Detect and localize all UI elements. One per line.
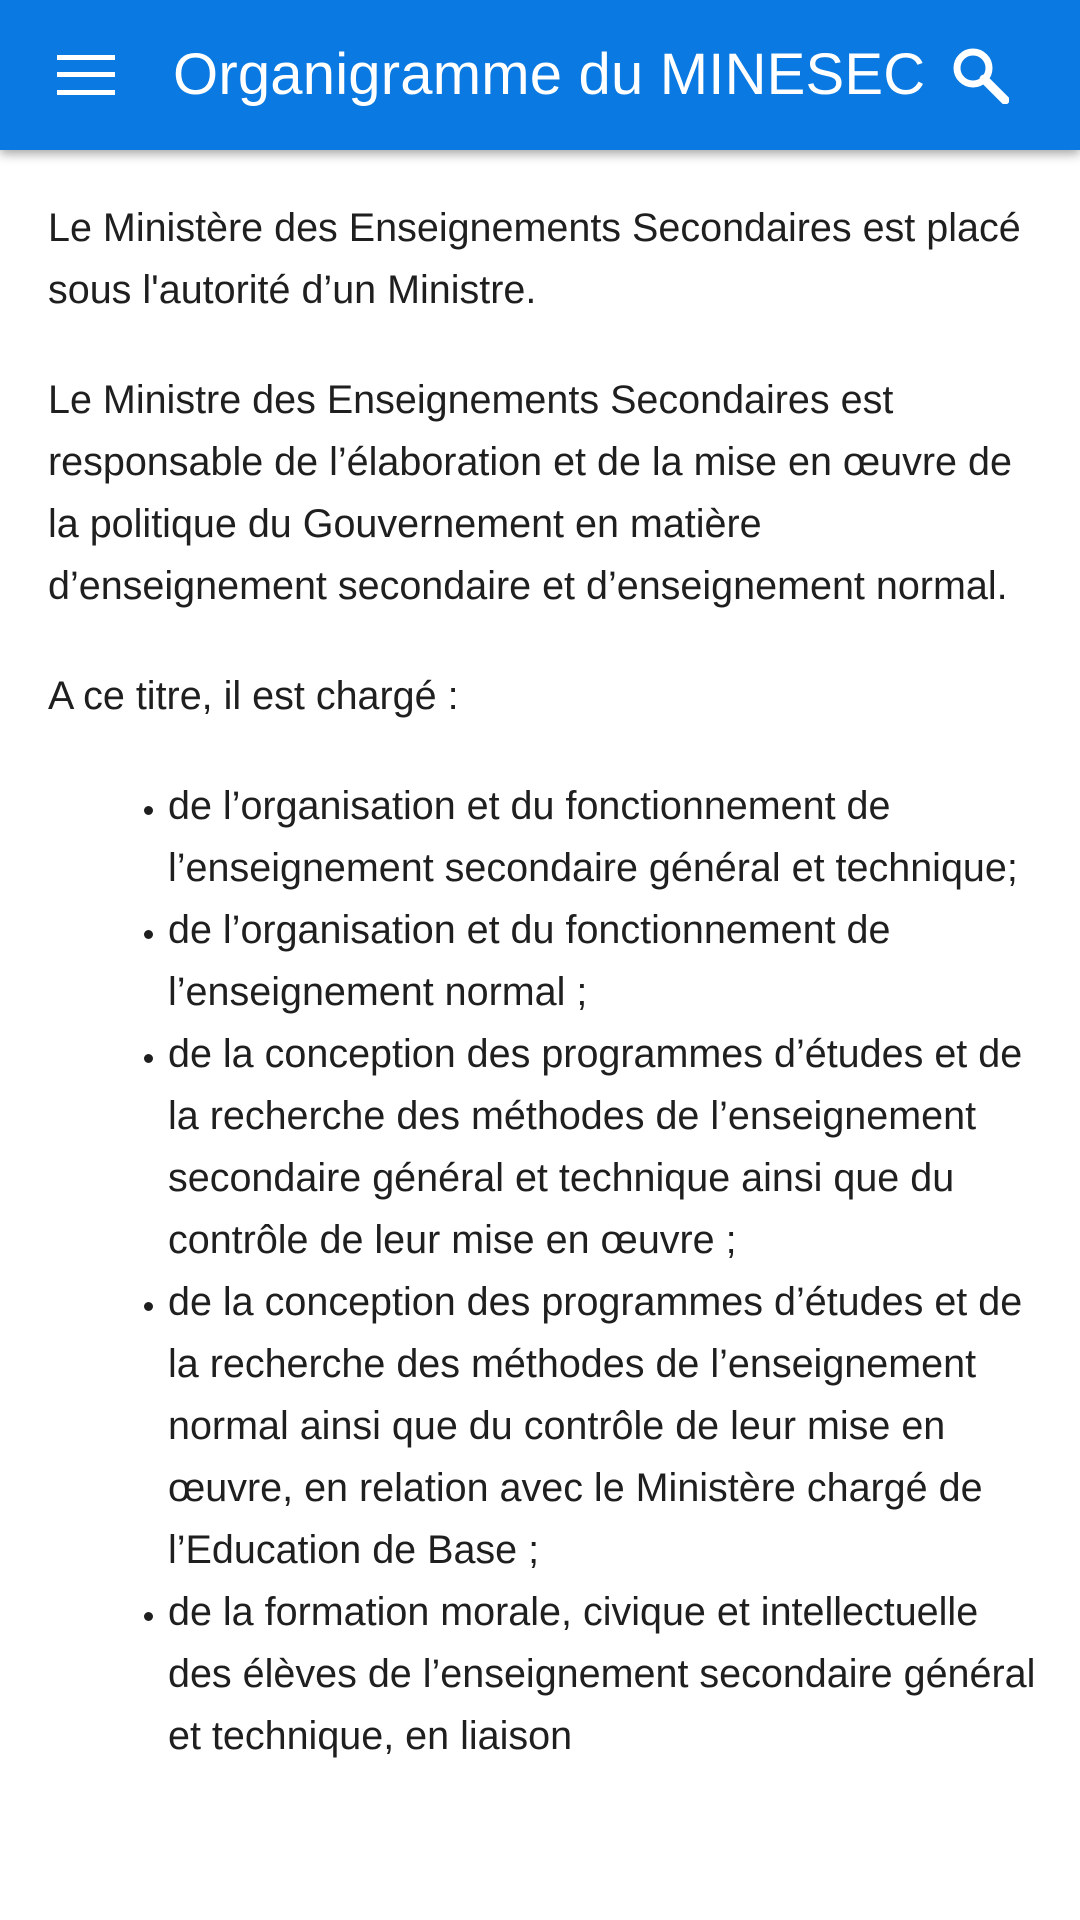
- list-item: • de l’organisation et du fonctionnement de l’enseignement secondaire général et technique;: [168, 775, 1038, 899]
- intro-paragraph: Le Ministère des Enseignements Secondaires est placé sous l'autorité d’un Ministre.: [48, 206, 1021, 312]
- duties-heading: A ce titre, il est chargé :: [48, 674, 459, 718]
- list-item: • de la conception des programmes d’études et de la recherche des méthodes de l’enseignement normal ainsi que du contrôle de leur mise en œuvre, en relation avec le Ministère chargé de l’Education de Base ;: [168, 1271, 1038, 1581]
- menu-button[interactable]: [36, 35, 136, 115]
- duties-list: [48, 775, 1038, 1767]
- app-bar: [0, 0, 1080, 150]
- search-icon: [951, 46, 1009, 104]
- list-item: • de l’organisation et du fonctionnement de l’enseignement normal ;: [168, 899, 1038, 1023]
- page-title: Organigramme du MINESEC: [173, 42, 926, 107]
- list-item: • de la formation morale, civique et intellectuelle des élèves de l’enseignement secondaire général et technique, en liaison: [168, 1581, 1038, 1767]
- article-body: [48, 197, 1038, 1767]
- menu-icon: [57, 55, 115, 95]
- search-button[interactable]: [935, 35, 1025, 115]
- list-item: • de la conception des programmes d’études et de la recherche des méthodes de l’enseignement secondaire général et technique ainsi que du contrôle de leur mise en œuvre ;: [168, 1023, 1038, 1271]
- responsibility-paragraph: Le Ministre des Enseignements Secondaires est responsable de l’élaboration et de la mise en œuvre de la politique du Gouvernement en matière d’enseignement secondaire et d’enseignement normal.: [48, 378, 1012, 608]
